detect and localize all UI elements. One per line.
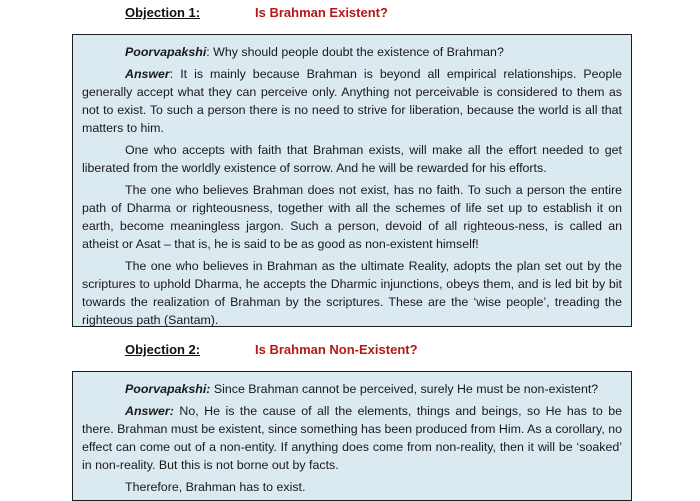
- question-text: Since Brahman cannot be perceived, surely He must be non-existent?: [213, 382, 599, 396]
- objection-2-heading: [125, 341, 418, 359]
- paragraph-conclusion: Therefore, Brahman has to exist.: [125, 480, 306, 494]
- answer-paragraph-1: Answer: It is mainly because Brahman is beyond all empirical relationships. People generally accept what they can perceive only. Anything not perceivable is considered to them as not to exist. To such a person there is no need to strive for liberation, because the world is all that matters to him.: [82, 67, 622, 135]
- answer-label: Answer: [125, 67, 170, 81]
- answer-text: It is mainly because Brahman is beyond all empirical relationships. People generally accept what they can perceive only. Anything not perceivable is considered to them as not to exist. To such a person there is no need to strive for liberation, because the world is all that matters to him.: [82, 67, 622, 135]
- paragraph-faith: One who accepts with faith that Brahman exists, will make all the effort needed to get liberated from the worldly existence of sorrow. And he will be rewarded for his efforts.: [82, 143, 622, 175]
- objection-2-number: Objection 2:: [125, 342, 201, 357]
- objection-2-title: Is Brahman Non-Existent?: [255, 342, 418, 357]
- question-text: Why should people doubt the existence of Brahman?: [213, 45, 504, 59]
- answer-text: No, He is the cause of all the elements, things and beings, so He has to be there. Brahman must be existent, since something has been produced from Him. As a corollary, no effect can come out of a non-entity. If anything does come from non-reality, then it will be ‘soaked’ in non-reality. But this is not borne out by facts.: [82, 404, 622, 472]
- poorvapakshi-label: Poorvapakshi:: [125, 382, 211, 396]
- objection-2-box: [72, 371, 632, 501]
- paragraph-wise-people: The one who believes in Brahman as the ultimate Reality, adopts the plan set out by the scriptures to uphold Dharma, he accepts the Dharmic injunctions, obeys them, and is led bit by bit towards the realization of Brahman by the scriptures. These are the ‘wise people’, treading the righteous path (Santam).: [82, 259, 622, 327]
- answer-label: Answer:: [125, 404, 174, 418]
- objection-1-box: [72, 34, 632, 327]
- poorvapakshi-question-2: [82, 380, 622, 398]
- poorvapakshi-question-1: Poorvapakshi: Why should people doubt the existence of Brahman?: [125, 45, 504, 59]
- poorvapakshi-label: Poorvapakshi: [125, 45, 207, 59]
- objection-1-title: Is Brahman Existent?: [255, 5, 388, 20]
- objection-1-number: Objection 1:: [125, 5, 201, 20]
- paragraph-atheist: The one who believes Brahman does not exist, has no faith. To such a person the entire path of Dharma or righteousness, together with all the schemes of life set up to establish it on earth, become meaningless jargon. Such a person, devoid of all righteous-ness, is called an atheist or Asat – that is, he is said to be as good as non-existent himself!: [82, 183, 622, 251]
- objection-1-heading: [125, 4, 388, 22]
- answer-paragraph-2: [82, 402, 622, 474]
